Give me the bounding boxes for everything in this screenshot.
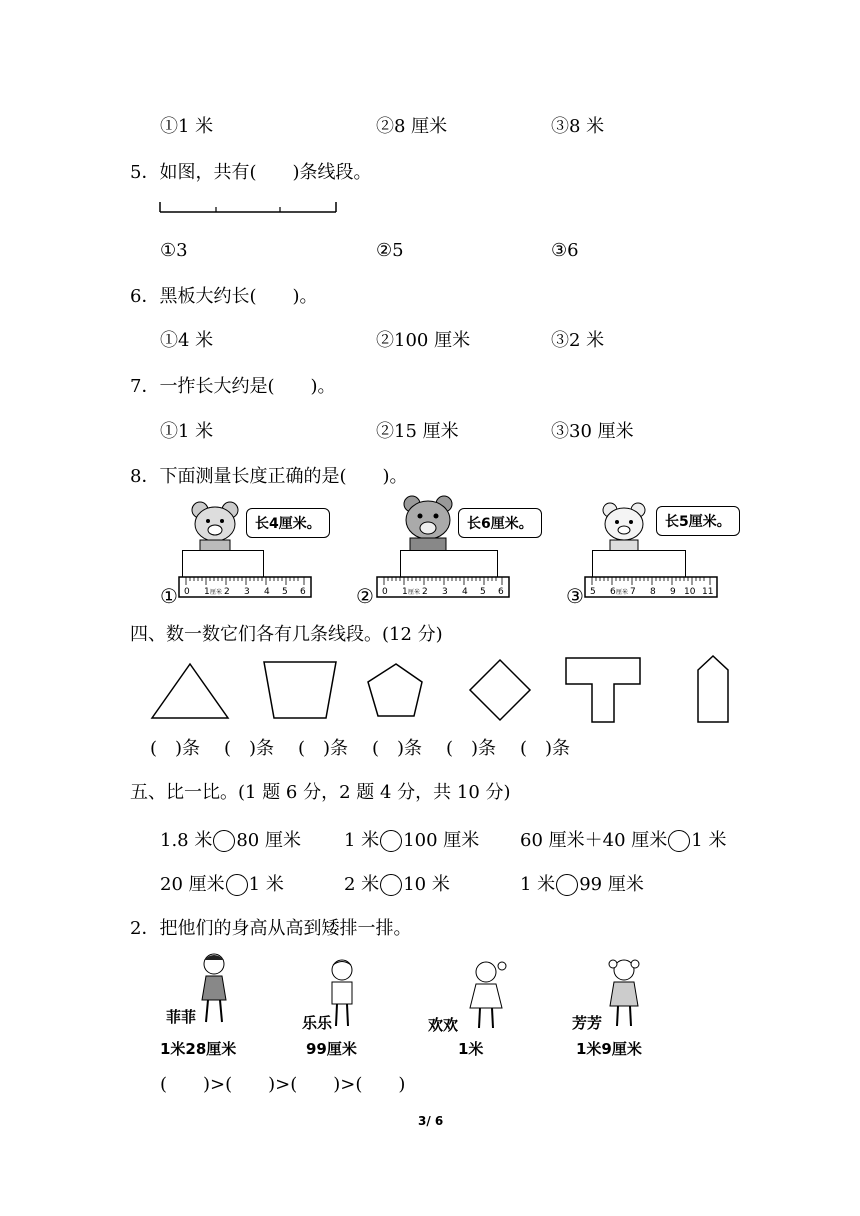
measured-object — [592, 550, 686, 577]
ruler-unit-label: 厘米 — [616, 589, 629, 596]
answer-blank: ( )条 — [520, 738, 571, 759]
section-title: 五、比一比。(1 题 6 分，2 题 4 分，共 10 分) — [130, 782, 511, 803]
segment-figure — [158, 200, 340, 216]
ruler-tick-label: 3 — [244, 587, 250, 597]
question-stem: 8．下面测量长度正确的是( )。 — [130, 466, 408, 487]
ruler-tick-label: 3 — [442, 587, 448, 597]
compare-item: 60 厘米＋40 厘米 1 米 — [520, 830, 727, 851]
speech-bubble: 长5厘米。 — [656, 506, 740, 536]
compare-item: 1 米 100 厘米 — [344, 830, 480, 851]
option-a: ①3 — [160, 240, 188, 261]
choice-marker: ② — [356, 584, 374, 608]
house-shape — [698, 656, 728, 722]
speech-bubble: 长4厘米。 — [246, 508, 330, 538]
ruler-tick-label: 2 — [224, 587, 230, 597]
compare-circle[interactable] — [213, 830, 235, 852]
option-c: ③30 厘米 — [551, 421, 634, 442]
kid-height: 1米 — [458, 1040, 484, 1058]
answer-blank: ( )条 — [224, 738, 275, 759]
ruler-tick-label: 5 — [590, 587, 596, 597]
ruler — [178, 576, 312, 598]
answer-blank: ( )条 — [150, 738, 201, 759]
kid-height: 1米9厘米 — [576, 1040, 642, 1058]
kid-height: 1米28厘米 — [160, 1040, 237, 1058]
kid-name: 欢欢 — [428, 1016, 459, 1034]
ruler-tick-label: 10 — [684, 587, 696, 597]
answer-blank: ( )条 — [372, 738, 423, 759]
measured-object — [400, 550, 498, 577]
ruler-tick-label: 6 — [300, 587, 306, 597]
ruler-tick-label: 6 — [498, 587, 504, 597]
question-stem: 6．黑板大约长( )。 — [130, 286, 318, 307]
ruler-tick-label: 11 — [702, 587, 714, 597]
ruler-unit-label: 厘米 — [408, 589, 421, 596]
compare-circle[interactable] — [380, 830, 402, 852]
question-stem: 7．一拃长大约是( )。 — [130, 376, 336, 397]
kid-name: 芳芳 — [572, 1014, 603, 1032]
speech-bubble: 长6厘米。 — [458, 508, 542, 538]
kid-name: 乐乐 — [302, 1014, 333, 1032]
ruler-tick-label: 4 — [462, 587, 468, 597]
ruler-tick-label: 5 — [282, 587, 288, 597]
ruler-tick-label: 5 — [480, 587, 486, 597]
ruler — [584, 576, 718, 598]
compare-item: 1 米 99 厘米 — [520, 874, 644, 895]
bear-icon — [598, 500, 652, 554]
option-a: ①4 米 — [160, 330, 214, 351]
ruler-tick-label: 6 — [610, 587, 616, 597]
diamond-shape — [470, 660, 530, 720]
bear-icon — [186, 498, 246, 554]
bear-icon — [400, 494, 458, 554]
ruler-unit-label: 厘米 — [210, 589, 223, 596]
option-c: ③6 — [551, 240, 579, 261]
ruler-tick-label: 8 — [650, 587, 656, 597]
kid-name: 菲菲 — [166, 1008, 197, 1026]
girl-icon — [464, 958, 512, 1030]
option-b: ②8 厘米 — [376, 116, 448, 137]
ruler-tick-label: 1 — [204, 587, 210, 597]
option-c: ③2 米 — [551, 330, 605, 351]
page-number: 3/ 6 — [418, 1114, 444, 1128]
ruler-tick-label: 0 — [184, 587, 190, 597]
measured-object — [182, 550, 264, 577]
answer-blank: ( )条 — [298, 738, 349, 759]
compare-item: 20 厘米 1 米 — [160, 874, 284, 895]
girl-icon — [604, 956, 644, 1030]
compare-item: 2 米 10 米 — [344, 874, 450, 895]
option-b: ②15 厘米 — [376, 421, 459, 442]
question-stem: 5．如图，共有( )条线段。 — [130, 162, 372, 183]
compare-circle[interactable] — [556, 874, 578, 896]
compare-circle[interactable] — [226, 874, 248, 896]
pentagon-shape — [368, 664, 422, 716]
ruler-tick-label: 0 — [382, 587, 388, 597]
ruler-tick-label: 1 — [402, 587, 408, 597]
girl-icon — [196, 952, 236, 1028]
option-a: ①1 米 — [160, 421, 214, 442]
ruler-tick-label: 9 — [670, 587, 676, 597]
option-c: ③8 米 — [551, 116, 605, 137]
shapes-figure — [140, 652, 740, 728]
option-b: ②100 厘米 — [376, 330, 471, 351]
answer-blank: ( )条 — [446, 738, 497, 759]
option-b: ②5 — [376, 240, 404, 261]
ruler — [376, 576, 510, 598]
option-a: ①1 米 — [160, 116, 214, 137]
compare-item: 1.8 米 80 厘米 — [160, 830, 301, 851]
ruler-tick-label: 7 — [630, 587, 636, 597]
compare-circle[interactable] — [668, 830, 690, 852]
ruler-tick-label: 4 — [264, 587, 270, 597]
order-answer-line: ( )>( )>( )>( ) — [160, 1074, 406, 1095]
compare-circle[interactable] — [380, 874, 402, 896]
section-title: 四、数一数它们各有几条线段。(12 分) — [130, 624, 443, 645]
trapezoid-shape — [264, 662, 336, 718]
ruler-tick-label: 2 — [422, 587, 428, 597]
kid-height: 99厘米 — [306, 1040, 357, 1058]
question-stem: 2．把他们的身高从高到矮排一排。 — [130, 918, 412, 939]
triangle-shape — [152, 664, 228, 718]
t-shape — [566, 658, 640, 722]
choice-marker: ③ — [566, 584, 584, 608]
choice-marker: ① — [160, 584, 178, 608]
